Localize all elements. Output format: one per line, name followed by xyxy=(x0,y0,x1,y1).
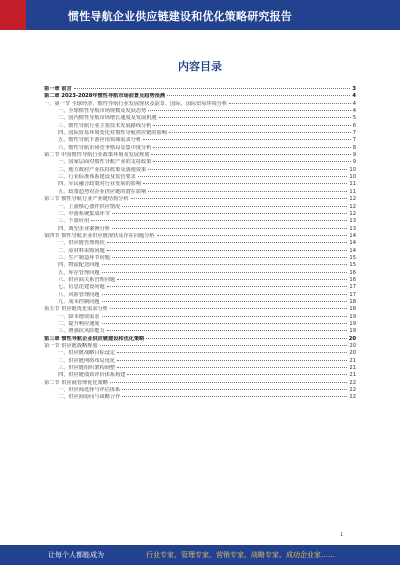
toc-entry-page: 10 xyxy=(349,166,356,173)
toc-heading: 内容目录 xyxy=(178,60,222,73)
toc-dot-leader xyxy=(112,228,348,229)
toc-dot-leader xyxy=(122,206,347,207)
toc-dot-leader xyxy=(148,191,347,192)
toc-entry-title: 三、行业标准体系建设及监管要求 xyxy=(58,174,136,181)
toc-entry[interactable] xyxy=(44,387,356,394)
toc-entry-page: 20 xyxy=(349,343,356,350)
toc-entry-title: 第三章 惯性导航企业供应链建设和优化策略 xyxy=(44,335,145,342)
toc-entry-title: 一、供应链管理现状 xyxy=(58,240,105,247)
toc-entry[interactable] xyxy=(44,277,356,284)
footer-banner xyxy=(0,545,400,565)
toc-entry-page: 6 xyxy=(352,122,356,129)
report-title: 惯性导航企业供应链建设和优化策略研究报告 xyxy=(68,10,292,23)
toc-entry[interactable] xyxy=(44,343,356,350)
toc-entry-page: 17 xyxy=(349,284,356,291)
toc-entry[interactable] xyxy=(44,145,356,152)
toc-entry-title: 四、物流配送问题 xyxy=(58,262,100,269)
toc-entry-title: 一、供应链战略目标设定 xyxy=(58,350,116,357)
toc-entry-page: 11 xyxy=(349,188,356,195)
footer-slogan-right: 行业专家、管理专家、营销专家、战略专家、成功企业家…… xyxy=(146,551,335,559)
toc-entry-title: 第二节 供应商管理优化策略 xyxy=(44,379,108,386)
toc-entry-page: 4 xyxy=(352,100,356,107)
toc-entry-page: 9 xyxy=(352,152,356,159)
toc-dot-leader xyxy=(153,147,350,148)
toc-entry[interactable] xyxy=(44,108,356,115)
toc-entry[interactable] xyxy=(44,262,356,269)
toc-dot-leader xyxy=(102,323,348,324)
toc-entry-title: 三、供应链组织架构调整 xyxy=(58,365,116,372)
toc-entry-page: 21 xyxy=(349,372,356,379)
toc-dot-leader xyxy=(112,213,348,214)
toc-entry-title: 五、惯性导航下游应用领域需求分析 xyxy=(58,137,142,144)
toc-entry-title: 五、库存管理问题 xyxy=(58,269,100,276)
toc-entry-page: 14 xyxy=(349,240,356,247)
toc-entry-title: 六、供应商关系管理问题 xyxy=(58,276,116,283)
toc-dot-leader xyxy=(153,125,350,126)
toc-entry[interactable] xyxy=(44,299,356,306)
toc-entry-page: 8 xyxy=(352,144,356,151)
toc-dot-leader xyxy=(143,139,351,140)
toc-entry-page: 11 xyxy=(349,181,356,188)
toc-dot-leader xyxy=(146,338,346,339)
toc-entry[interactable] xyxy=(44,394,356,401)
toc-entry-title: 三、下游应用 xyxy=(58,218,90,225)
toc-entry-page: 12 xyxy=(349,210,356,217)
toc-dot-leader xyxy=(138,176,348,177)
toc-entry-page: 19 xyxy=(349,321,356,327)
toc-entry[interactable] xyxy=(44,137,356,144)
toc-entry[interactable] xyxy=(44,189,356,196)
toc-entry-page: 14 xyxy=(349,247,356,254)
toc-entry[interactable] xyxy=(44,218,356,225)
toc-entry-page: 4 xyxy=(352,108,356,115)
toc-entry-page: 12 xyxy=(349,196,356,203)
toc-dot-leader xyxy=(110,308,347,309)
toc-entry-page: 4 xyxy=(352,93,356,100)
toc-entry[interactable] xyxy=(44,233,356,240)
toc-entry[interactable] xyxy=(44,123,356,130)
toc-entry-title: 四、国际贸易环境变化对惯性导航供应链的影响 xyxy=(58,130,167,137)
toc-entry[interactable] xyxy=(44,314,356,321)
toc-entry-page: 13 xyxy=(349,225,356,232)
toc-entry-page: 3 xyxy=(352,86,356,92)
toc-entry-page: 22 xyxy=(349,387,356,394)
toc-entry-page: 15 xyxy=(349,254,356,261)
toc-entry-title: 第一节 供应链战略规划 xyxy=(44,343,98,350)
toc-entry-title: 第三节 惯性导航行业产业链结构分析 xyxy=(44,196,129,203)
toc-entry[interactable] xyxy=(44,167,356,174)
toc-entry[interactable] xyxy=(44,350,356,357)
toc-entry[interactable] xyxy=(44,174,356,181)
toc-entry-title: 第二节 中国惯性导航行业政策环境及发展规划 xyxy=(44,152,150,159)
toc-entry[interactable] xyxy=(44,196,356,203)
toc-dot-leader xyxy=(131,198,348,199)
toc-entry-page: 19 xyxy=(349,313,356,320)
toc-entry[interactable] xyxy=(44,306,356,313)
toc-entry-title: 二、中游系统集成环节 xyxy=(58,210,110,217)
toc-entry[interactable] xyxy=(44,292,356,299)
page-number: 1 xyxy=(340,532,344,538)
toc-entry-title: 一、全球惯性导航市场规模及发展态势 xyxy=(58,108,147,115)
toc-entry-page: 20 xyxy=(348,335,356,342)
toc-entry-title: 四、典型企业案例分析 xyxy=(58,225,110,232)
toc-entry-title: 二、地方政府产业扶持政策及落地效果 xyxy=(58,166,147,173)
toc-entry[interactable] xyxy=(44,365,356,372)
toc-entry-title: 九、成本控制问题 xyxy=(58,298,100,305)
toc-dot-leader xyxy=(102,316,348,317)
toc-entry-page: 12 xyxy=(349,203,356,210)
toc-dot-leader xyxy=(153,161,350,162)
toc-entry-page: 19 xyxy=(349,328,356,335)
toc-dot-leader xyxy=(143,183,347,184)
toc-dot-leader xyxy=(102,301,348,302)
toc-entry[interactable] xyxy=(44,93,356,100)
toc-entry-title: 第二章 2023-2028年惯性导航市场前景及趋势预测 xyxy=(44,93,166,100)
toc-entry-title: 第五节 供应链优化需求分析 xyxy=(44,306,108,313)
toc-entry-page: 14 xyxy=(349,232,356,239)
toc-dot-leader xyxy=(151,154,350,155)
toc-dot-leader xyxy=(112,257,348,258)
toc-entry[interactable] xyxy=(44,226,356,233)
toc-dot-leader xyxy=(122,389,347,390)
toc-entry[interactable] xyxy=(44,255,356,262)
toc-entry[interactable] xyxy=(44,115,356,122)
toc-dot-leader xyxy=(122,396,347,397)
toc-dot-leader xyxy=(117,367,347,368)
toc-dot-leader xyxy=(91,220,347,221)
toc-dot-leader xyxy=(107,286,348,287)
toc-dot-leader xyxy=(167,95,350,96)
toc-dot-leader xyxy=(107,250,348,251)
toc-entry[interactable] xyxy=(44,372,356,379)
toc-entry-title: 一、降本增效需求 xyxy=(58,313,100,320)
toc-entry[interactable] xyxy=(44,159,356,166)
toc-entry-page: 18 xyxy=(349,306,356,313)
toc-entry[interactable] xyxy=(44,211,356,218)
toc-dot-leader xyxy=(107,242,348,243)
toc-entry-page: 5 xyxy=(352,115,356,122)
toc-entry-page: 15 xyxy=(349,262,356,269)
toc-entry-page: 7 xyxy=(352,130,356,137)
toc-entry[interactable] xyxy=(44,248,356,255)
toc-dot-leader xyxy=(117,352,347,353)
toc-entry[interactable] xyxy=(44,181,356,188)
toc-entry-page: 18 xyxy=(349,298,356,305)
toc-entry-title: 三、惯性导航行业主要技术发展路线分析 xyxy=(58,122,152,129)
toc-entry-title: 一、供应商选择与评估体系 xyxy=(58,387,121,394)
toc-dot-leader xyxy=(100,345,348,346)
toc-entry[interactable] xyxy=(44,270,356,277)
toc-entry-title: 三、生产制造环节问题 xyxy=(58,254,110,261)
toc-dot-leader xyxy=(159,117,351,118)
toc-dot-leader xyxy=(229,103,350,104)
toc-entry-title: 第一章 前言 xyxy=(44,86,72,92)
toc-entry-page: 10 xyxy=(349,174,356,181)
toc-entry[interactable] xyxy=(44,101,356,108)
toc-entry-page: 21 xyxy=(349,365,356,372)
toc-dot-leader xyxy=(74,88,351,89)
toc-entry[interactable] xyxy=(44,130,356,137)
toc-entry-page: 22 xyxy=(349,394,356,401)
toc-entry[interactable] xyxy=(44,321,356,328)
toc-entry-title: 二、国内惯性导航市场增长速度及发展机遇 xyxy=(58,115,157,122)
toc-entry-title: 第四节 惯性导航企业供应链现状及存在问题分析 xyxy=(44,232,155,239)
toc-entry-title: 七、信息化建设问题 xyxy=(58,284,105,291)
toc-dot-leader xyxy=(110,382,347,383)
toc-dot-leader xyxy=(107,330,348,331)
toc-entry[interactable] xyxy=(44,328,356,335)
toc-entry-page: 21 xyxy=(349,357,356,364)
toc-dot-leader xyxy=(102,264,348,265)
toc-entry-title: 四、军民融合政策对行业发展的影响 xyxy=(58,181,142,188)
toc-entry-page: 17 xyxy=(349,291,356,298)
toc-entry[interactable] xyxy=(44,86,356,93)
toc-entry[interactable] xyxy=(44,204,356,211)
toc-entry-title: 五、政策趋势对企业供应链的潜在影响 xyxy=(58,188,147,195)
toc-entry[interactable] xyxy=(44,240,356,247)
toc-entry-title: 三、增强抗风险能力 xyxy=(58,328,105,335)
toc-entry-title: 二、提升响应速度 xyxy=(58,321,100,327)
toc-entry[interactable] xyxy=(44,380,356,387)
toc-dot-leader xyxy=(117,360,347,361)
toc-entry[interactable] xyxy=(44,358,356,365)
header-accent-stripe xyxy=(0,0,26,30)
toc-entry[interactable] xyxy=(44,152,356,159)
toc-dot-leader xyxy=(117,279,347,280)
toc-entry-title: 二、供应商协同与战略合作 xyxy=(58,394,121,401)
report-header xyxy=(0,0,400,30)
toc-entry-page: 13 xyxy=(349,218,356,225)
toc-dot-leader xyxy=(102,272,348,273)
toc-dot-leader xyxy=(127,374,347,375)
footer-slogan-left: 让每个人都能成为 xyxy=(48,551,104,559)
toc-entry-title: 六、惯性导航市场竞争格局及集中度分析 xyxy=(58,144,152,151)
toc-entry-page: 7 xyxy=(352,137,356,144)
toc-entry-page: 16 xyxy=(349,276,356,283)
toc-entry[interactable] xyxy=(44,284,356,291)
toc-entry-title: 二、原材料采购问题 xyxy=(58,247,105,254)
toc-entry-page: 20 xyxy=(349,350,356,357)
toc-entry-page: 22 xyxy=(349,379,356,386)
toc-entry-title: 一、国家层面对惯性导航产业的支持政策 xyxy=(58,159,152,166)
table-of-contents xyxy=(44,86,356,402)
toc-entry-page: 9 xyxy=(352,159,356,166)
toc-dot-leader xyxy=(169,132,351,133)
toc-entry-title: 四、供应链绩效评价体系构建 xyxy=(58,372,126,379)
toc-dot-leader xyxy=(102,294,348,295)
toc-dot-leader xyxy=(157,235,348,236)
toc-entry-title: 一、上游核心器件供应情况 xyxy=(58,203,121,210)
toc-entry-title: 二、供应链网络布局优化 xyxy=(58,357,116,364)
toc-entry-title: 八、风险管理问题 xyxy=(58,291,100,298)
toc-dot-leader xyxy=(148,169,347,170)
toc-entry-page: 16 xyxy=(349,269,356,276)
toc-entry[interactable] xyxy=(44,336,356,343)
toc-entry-title: 一、第一节 全球经济、惯性导航行业发展现状及前景、国际、国际贸易环境分析 xyxy=(44,100,228,107)
toc-dot-leader xyxy=(148,110,350,111)
